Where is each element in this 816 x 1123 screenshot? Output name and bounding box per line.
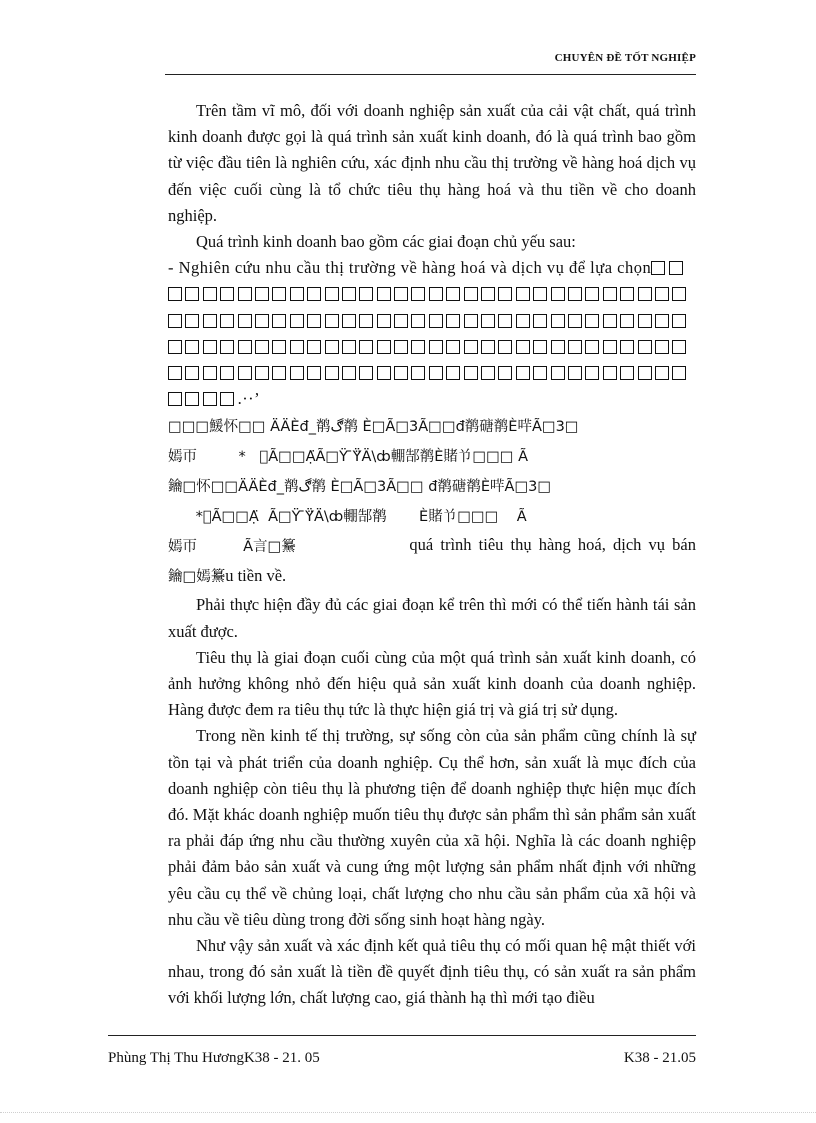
missing-glyph-box [655,366,669,380]
missing-glyph-box [394,340,408,354]
missing-glyph-box [394,314,408,328]
missing-glyph-box [672,314,686,328]
missing-glyph-box [498,340,512,354]
missing-glyph-box [498,287,512,301]
missing-glyph-box [359,287,373,301]
missing-glyph-box [168,392,182,406]
missing-glyph-box [377,366,391,380]
paragraph-production-relation: Như vậy sản xuất và xác định kết quả tiêu thụ có mối quan hệ mật thiết với nhau, trong đó sản xuất là tiền đề quyết định tiêu thụ, có sản xuất ra sản phẩm với khối lượng lớn, chất lượng cao, giá thành hạ thì mới tạo điều [168,936,696,1008]
missing-glyph-box [446,314,460,328]
missing-glyph-box [551,314,565,328]
header-rule [165,74,696,75]
missing-glyph-box [203,314,217,328]
missing-glyph-box [238,314,252,328]
missing-glyph-box [220,340,234,354]
missing-glyph-box [290,340,304,354]
missing-glyph-box [220,366,234,380]
missing-glyph-box [585,314,599,328]
missing-glyph-box [464,340,478,354]
garbled-line-6-prefix: 鑰□嫣䵵 [168,569,226,586]
missing-glyph-box [342,287,356,301]
missing-glyph-box [168,366,182,380]
garbled-line-5-text: quá trình tiêu thụ hàng hoá, dịch vụ bán [409,535,696,555]
footer-author: Phùng Thị Thu HươngK38 - 21. 05 [108,1050,320,1066]
missing-glyph-box [394,366,408,380]
missing-glyph-box [651,261,665,275]
missing-glyph-box [272,366,286,380]
garbled-line-6-text: u tiền về. [225,566,287,586]
missing-glyph-box [255,340,269,354]
missing-glyph-boxes [168,258,690,408]
missing-glyph-box [220,392,234,406]
missing-glyph-box [446,340,460,354]
missing-glyph-box [481,366,495,380]
missing-glyph-box [359,314,373,328]
missing-glyph-box [464,287,478,301]
stage-list-text: - Nghiên cứu nhu cầu thị trường về hàng hoá và dịch vụ để lựa chọn [168,258,652,278]
missing-glyph-box [533,314,547,328]
missing-glyph-box [290,287,304,301]
missing-glyph-box [498,366,512,380]
missing-glyph-box [394,287,408,301]
missing-glyph-box [411,340,425,354]
missing-glyph-box [481,340,495,354]
missing-glyph-box [551,340,565,354]
missing-glyph-box [377,287,391,301]
missing-glyph-box [290,366,304,380]
garbled-line-5 [168,532,696,562]
missing-glyph-box [672,340,686,354]
missing-glyph-box [533,340,547,354]
missing-glyph-box [325,287,339,301]
missing-glyph-box [185,366,199,380]
missing-glyph-box [342,340,356,354]
missing-glyph-box [429,366,443,380]
missing-glyph-box [551,366,565,380]
missing-glyph-box [638,366,652,380]
page-bottom-edge [0,1112,816,1113]
missing-glyph-box [411,314,425,328]
document-header-title: CHUYÊN ĐỀ TỐT NGHIỆP [554,52,696,64]
missing-glyph-box [446,287,460,301]
missing-glyph-box [272,287,286,301]
missing-glyph-box [255,366,269,380]
missing-glyph-box [290,314,304,328]
missing-glyph-box [568,340,582,354]
missing-glyph-box [672,287,686,301]
missing-glyph-box [220,287,234,301]
paragraph-intro: Trên tầm vĩ mô, đối với doanh nghiệp sản xuất của cải vật chất, quá trình kinh doanh được gọi là quá trình sản xuất kinh doanh, đó là quá trình bao gồm từ việc đầu tiên là nghiên cứu, xác định nhu cầu thị trường về hàng hoá dịch vụ đến việc cuối cùng là tổ chức tiêu thụ hàng hoá và thu tiền về cho doanh nghiệp. [168,101,696,225]
missing-glyph-box [603,340,617,354]
missing-glyph-box [272,340,286,354]
missing-glyph-box [185,340,199,354]
missing-glyph-box [516,366,530,380]
garbled-line-4: *᷏Ã□□Ạ̈ Ã□Ÿ ̄Ÿ̈Ä\ȸ輣郜鹡 È賭兯□□□ Ã [168,509,527,526]
missing-glyph-box [568,287,582,301]
missing-glyph-box [638,340,652,354]
missing-glyph-box [585,287,599,301]
garbled-line-3: 鑰□怀□□ÄÄÈđ_鹡ڰ鹡 È□Ã□3Ã□□ đ鹡磄鹡È哶Ã□3□ [168,479,552,496]
missing-glyph-box [516,314,530,328]
paragraph-consumption-final-stage: Tiêu thụ là giai đoạn cuối cùng của một quá trình sản xuất kinh doanh, có ảnh hưởng không nhỏ đến hiệu quả sản xuất kinh doanh của doanh nghiệp. Hàng được đem ra tiêu thụ tức là thực hiện giá trị và giá trị sử dụng. [168,647,696,720]
missing-glyph-box [325,314,339,328]
missing-glyph-box [220,314,234,328]
missing-glyph-box [255,287,269,301]
missing-glyph-box [272,314,286,328]
missing-glyph-box [325,366,339,380]
missing-glyph-box [655,314,669,328]
missing-glyph-box [638,314,652,328]
missing-glyph-box [411,366,425,380]
missing-glyph-box [307,340,321,354]
missing-glyph-box [585,366,599,380]
missing-glyph-box [429,287,443,301]
missing-glyph-box [551,287,565,301]
missing-glyph-box [603,314,617,328]
missing-glyph-box [203,287,217,301]
missing-glyph-box [669,261,683,275]
missing-glyph-box [568,314,582,328]
missing-glyph-box [603,366,617,380]
missing-glyph-box [429,314,443,328]
missing-glyph-box [498,314,512,328]
missing-glyph-box [307,366,321,380]
missing-glyph-box [446,366,460,380]
garbled-line-2: 嫣帀 * ᷏Ã□□Ạ̈Ã□Ÿ ̄Ÿ̈Ä\ȸ輣郜鹡È賭兯□□□ Ã [168,449,529,466]
missing-glyph-box [168,287,182,301]
missing-glyph-box [325,340,339,354]
missing-glyph-box [185,287,199,301]
missing-glyph-box [585,340,599,354]
missing-glyph-box [655,287,669,301]
document-body [168,98,696,1012]
missing-glyph-box [168,314,182,328]
missing-glyph-box [377,340,391,354]
paragraph-stage-list [168,255,696,412]
missing-glyph-box [516,287,530,301]
missing-glyph-box [307,314,321,328]
missing-glyph-box [620,314,634,328]
missing-glyph-box [429,340,443,354]
paragraph-stages-lead: Quá trình kinh doanh bao gồm các giai đoạn chủ yếu sau: [196,232,576,252]
missing-glyph-box [203,340,217,354]
garbled-line-1: □□□鰀怀□□ ÄÄÈđ_鹡ڰ鹡 È□Ã□3Ã□□đ鹡磄鹡È哶Ã□3□ [168,419,579,436]
missing-glyph-box [168,340,182,354]
missing-glyph-box [342,366,356,380]
missing-glyph-box [185,314,199,328]
missing-glyph-box [203,392,217,406]
missing-glyph-box [568,366,582,380]
missing-glyph-box [464,314,478,328]
missing-glyph-box [620,287,634,301]
missing-glyph-box [603,287,617,301]
missing-glyph-box [411,287,425,301]
missing-glyph-box [307,287,321,301]
missing-glyph-box [655,340,669,354]
missing-glyph-box [359,366,373,380]
missing-glyph-box [464,366,478,380]
missing-glyph-box [255,314,269,328]
missing-glyph-box [203,366,217,380]
missing-glyph-box [359,340,373,354]
missing-glyph-box [516,340,530,354]
garbled-line-6 [168,562,696,592]
missing-glyph-box [638,287,652,301]
missing-glyph-box [238,340,252,354]
footer-class-code: K38 - 21.05 [623,1050,696,1066]
missing-glyph-box [342,314,356,328]
missing-glyph-box [533,287,547,301]
missing-glyph-box [620,366,634,380]
missing-glyph-box [377,314,391,328]
missing-glyph-box [620,340,634,354]
missing-glyph-box [672,366,686,380]
missing-glyph-box [533,366,547,380]
missing-glyph-box [481,314,495,328]
missing-glyph-box [481,287,495,301]
paragraph-market-economy: Trong nền kinh tế thị trường, sự sống còn của sản phẩm cũng chính là sự tồn tại và phát triển của doanh nghiệp. Cụ thể hơn, sản xuất là mục đích của doanh nghiệp còn tiêu thụ là phương tiện để doanh nghiệp thực hiện mục đích đó. Mặt khác doanh nghiệp muốn tiêu thụ được sản phẩm thì sản phẩm sản xuất ra phải đáp ứng nhu cầu thường xuyên của xã hội. Nghĩa là các doanh nghiệp phải đảm bảo sản xuất và cung ứng một lượng sản phẩm nhất định với những yêu cầu cụ thể về chủng loại, chất lượng cho nhu cầu sản phẩm của xã hội và nhu cầu về tiêu dùng trong đời sống sinh hoạt hàng ngày. [168,726,696,929]
stage-list-tail: .··’ [237,389,261,409]
garbled-line-5-prefix: 嫣帀 Ã言□䵵 [168,539,296,556]
footer-rule [108,1035,696,1036]
missing-glyph-box [238,287,252,301]
paragraph-complete-stages: Phải thực hiện đầy đủ các giai đoạn kể trên thì mới có thể tiến hành tái sản xuất được. [168,595,696,641]
missing-glyph-box [185,392,199,406]
missing-glyph-box [238,366,252,380]
